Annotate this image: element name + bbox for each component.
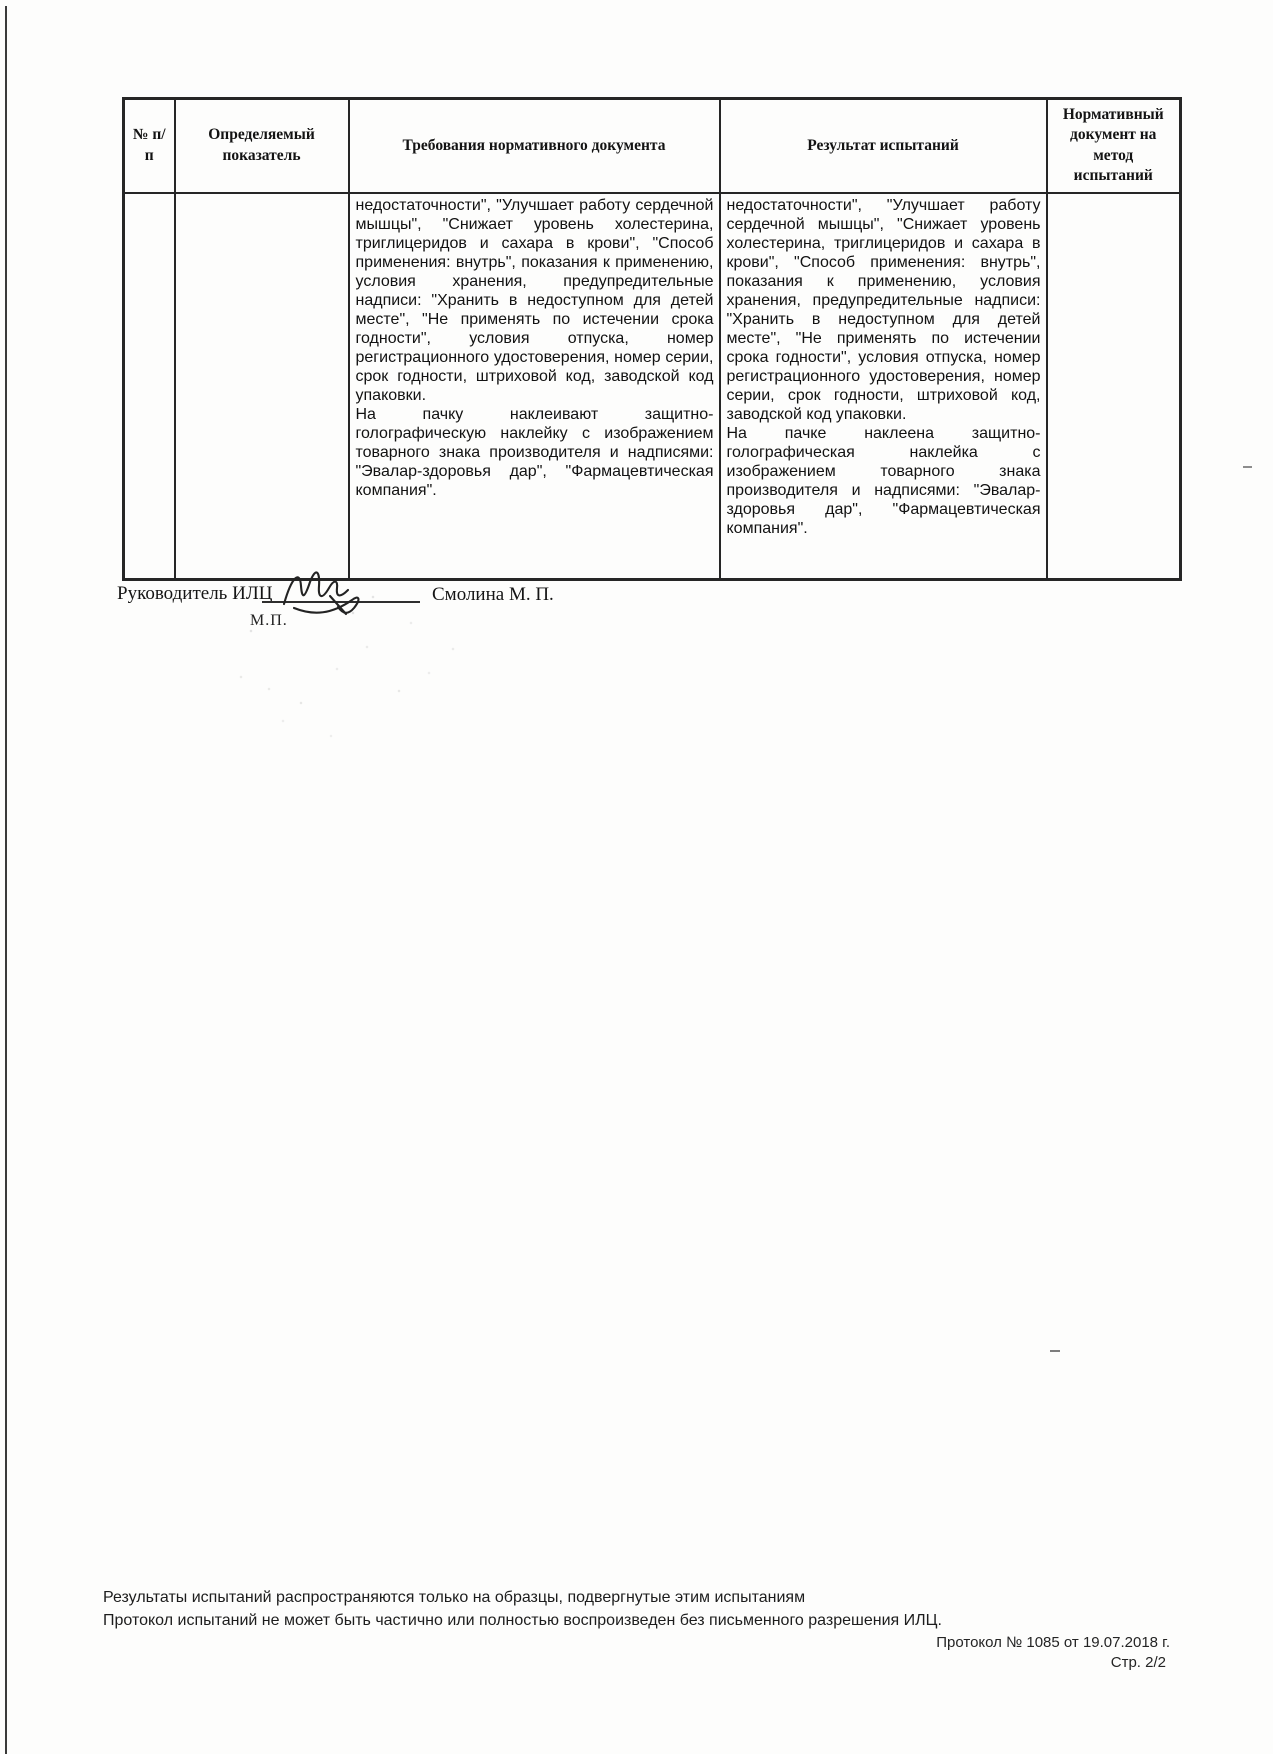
cell-number — [124, 193, 175, 580]
cell-method-doc — [1047, 193, 1181, 580]
table-row — [124, 193, 1181, 580]
requirements-paragraph: недостаточности", "Улучшает работу сердечной мышцы", "Снижает уровень холестерина, триглицеридов и сахара в крови", "Способ применения: внутрь", показания к применению, условия хранения, предупредительные надписи: "Хранить в недоступном для детей месте", "Не применять по истечении срока годности", условия отпуска, номер регистрационного удостоверения, номер серии, срок годности, штриховой код, заводской код упаковки. — [355, 196, 714, 404]
col-header-indicator: Определяемый показатель — [175, 99, 349, 193]
requirements-paragraph: На пачку наклеивают защитно-голографическую наклейку с изображением товарного знака производителя и надписями: "Эвалар-здоровья дар", "Фармацевтическая компания". — [355, 405, 714, 499]
col-header-requirements: Требования нормативного документа — [349, 99, 720, 193]
results-paragraph: недостаточности", "Улучшает работу сердечной мышцы", "Снижает уровень холестерина, триглицеридов и сахара в крови", "Способ применения: внутрь", показания к применению, условия хранения, предупредительные надписи: "Хранить в недоступном для детей месте", "Не применять по истечении срока годности", условия отпуска, номер регистрационного удостоверения, номер серии, срок годности, штриховой код, заводской код упаковки. — [726, 196, 1041, 423]
footer-reference-block — [830, 1634, 1170, 1671]
footer-disclaimer-line1: Результаты испытаний распространяются только на образцы, подвергнутые этим испытаниям — [103, 1589, 806, 1606]
footer-disclaimer-line2: Протокол испытаний не может быть частично или полностью воспроизведен без письменного разрешения ИЛЦ. — [103, 1612, 942, 1629]
stamp-place-label: М.П. — [250, 612, 288, 629]
protocol-number-reference: Протокол № 1085 от 19.07.2018 г. — [936, 1634, 1170, 1651]
col-header-method-doc: Нормативный документ на метод испытаний — [1047, 99, 1181, 193]
scan-edge-artifact — [5, 6, 7, 1754]
cell-indicator — [175, 193, 349, 580]
scan-dash-artifact — [1243, 466, 1252, 468]
cell-results — [720, 193, 1047, 580]
page-number: Стр. 2/2 — [1110, 1654, 1166, 1671]
test-results-table — [122, 97, 1182, 581]
signatory-role-label: Руководитель ИЛЦ — [117, 583, 273, 604]
stamp-residue-speckles — [0, 0, 2, 2]
cell-requirements — [349, 193, 720, 580]
col-header-number: № п/п — [124, 99, 175, 193]
signatory-name: Смолина М. П. — [432, 584, 554, 605]
handwritten-signature — [274, 562, 394, 620]
col-header-results: Результат испытаний — [720, 99, 1047, 193]
scan-dash-artifact — [1050, 1350, 1060, 1352]
table-header-row — [124, 99, 1181, 193]
results-paragraph: На пачке наклеена защитно-голографическая наклейка с изображением товарного знака производителя и надписями: "Эвалар-здоровья дар", "Фармацевтическая компания". — [726, 424, 1041, 537]
